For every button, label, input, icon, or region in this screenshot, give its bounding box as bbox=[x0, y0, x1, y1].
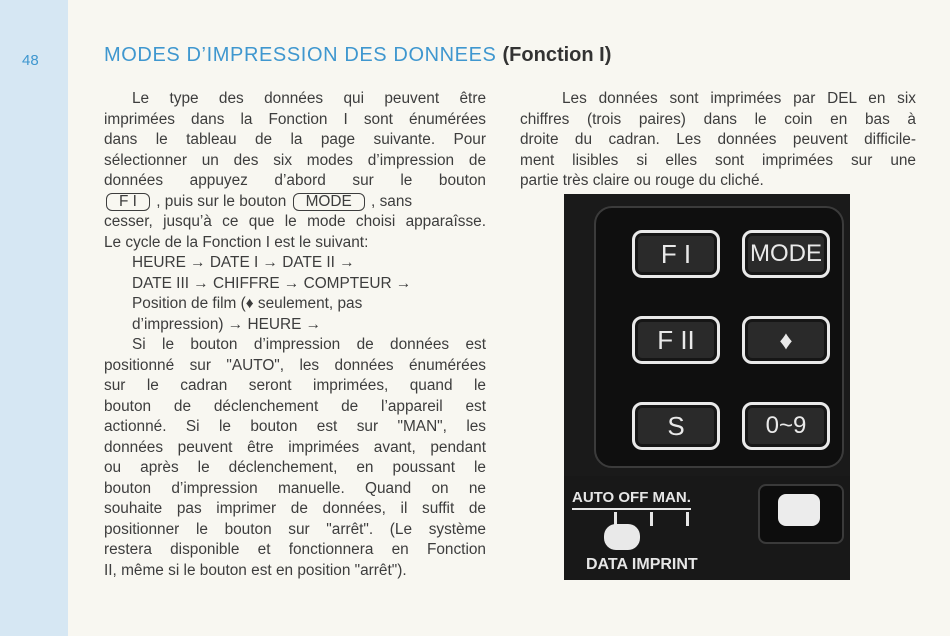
text-line: positionné sur "AUTO", les données énumérées bbox=[104, 356, 486, 374]
text-line: chiffres (trois paires) dans le coin en bas à bbox=[520, 110, 916, 128]
text-line: imprimées dans la Fonction I sont énumérées bbox=[104, 110, 486, 128]
cycle-line: HEURE → DATE I → DATE II → bbox=[132, 254, 355, 271]
switch-labels: AUTO OFF MAN. bbox=[572, 489, 691, 510]
switch-knob bbox=[604, 524, 640, 550]
text-line: Le cycle de la Fonction I est le suivant: bbox=[104, 233, 369, 251]
mode-button-label: MODE bbox=[742, 230, 830, 278]
text-fragment: , puis sur le bouton bbox=[156, 192, 287, 210]
text-line: Si le bouton d’impression de données est bbox=[132, 336, 486, 353]
manual-imprint-button bbox=[778, 494, 820, 526]
switch-tick bbox=[686, 512, 689, 526]
text-line: cesser, jusqu’à ce que le mode choisi apparaîsse. bbox=[104, 213, 486, 230]
text-line-with-keys bbox=[104, 192, 486, 213]
text-line: bouton de déclenchement de l’appareil est bbox=[104, 397, 486, 415]
fi-button-label: F I bbox=[632, 230, 720, 278]
text-line: données peuvent être imprimées avant, pendant bbox=[104, 438, 486, 456]
fi-key-label: F I bbox=[106, 193, 150, 211]
text-line: sélectionner un des six modes d’impression de bbox=[104, 151, 486, 169]
digits-button-label: 0~9 bbox=[742, 402, 830, 450]
text-line: ou après le déclenchement, en poussant le bbox=[104, 459, 486, 476]
text-line: droite du cadran. Les données peuvent difficile- bbox=[520, 131, 916, 148]
data-imprint-caption: DATA IMPRINT bbox=[586, 556, 698, 573]
page-title bbox=[104, 44, 611, 67]
camera-back-photo bbox=[564, 194, 850, 580]
text-line: Les données sont imprimées par DEL en six bbox=[562, 90, 916, 107]
right-column bbox=[520, 89, 916, 192]
text-line: sur le cadran seront imprimées, quand le bbox=[104, 377, 486, 394]
title-sub: (Fonction I) bbox=[502, 44, 612, 66]
text-line: actionné. Si le bouton est sur "MAN", les bbox=[104, 418, 486, 435]
text-fragment: , sans bbox=[371, 192, 413, 210]
text-line: dans le tableau de la page suivante. Pour bbox=[104, 131, 486, 148]
text-line: Le type des données qui peuvent être bbox=[132, 90, 486, 107]
margin-strip bbox=[0, 0, 68, 636]
fii-button-label: F II bbox=[632, 316, 720, 364]
switch-tick bbox=[650, 512, 653, 526]
text-line: souhaite pas imprimer de données, il suffit de bbox=[104, 500, 486, 517]
cycle-line: DATE III → CHIFFRE → COMPTEUR → bbox=[132, 274, 412, 292]
left-column bbox=[104, 89, 486, 581]
cycle-line: d’impression) → HEURE → bbox=[132, 315, 322, 333]
page-number: 48 bbox=[22, 52, 39, 69]
text-line: données appuyez d’abord sur le bouton bbox=[104, 172, 486, 189]
diamond-button-label: ♦ bbox=[742, 316, 830, 364]
text-line: bouton d’impression manuelle. Quand on ne bbox=[104, 479, 486, 497]
text-line: positionner le bouton sur "arrêt". (Le système bbox=[104, 520, 486, 538]
text-line: restera disponible et fonctionnera en Fonction bbox=[104, 541, 486, 558]
text-line: II, même si le bouton est en position "arrêt"). bbox=[104, 561, 407, 579]
s-button-label: S bbox=[632, 402, 720, 450]
title-main: MODES D’IMPRESSION DES DONNEES bbox=[104, 44, 497, 66]
cycle-line: Position de film (♦ seulement, pas bbox=[132, 295, 363, 312]
text-line: ment lisibles si elles sont imprimées sur une bbox=[520, 151, 916, 169]
mode-key-label: MODE bbox=[293, 193, 365, 211]
text-line: partie très claire ou rouge du cliché. bbox=[520, 172, 764, 189]
